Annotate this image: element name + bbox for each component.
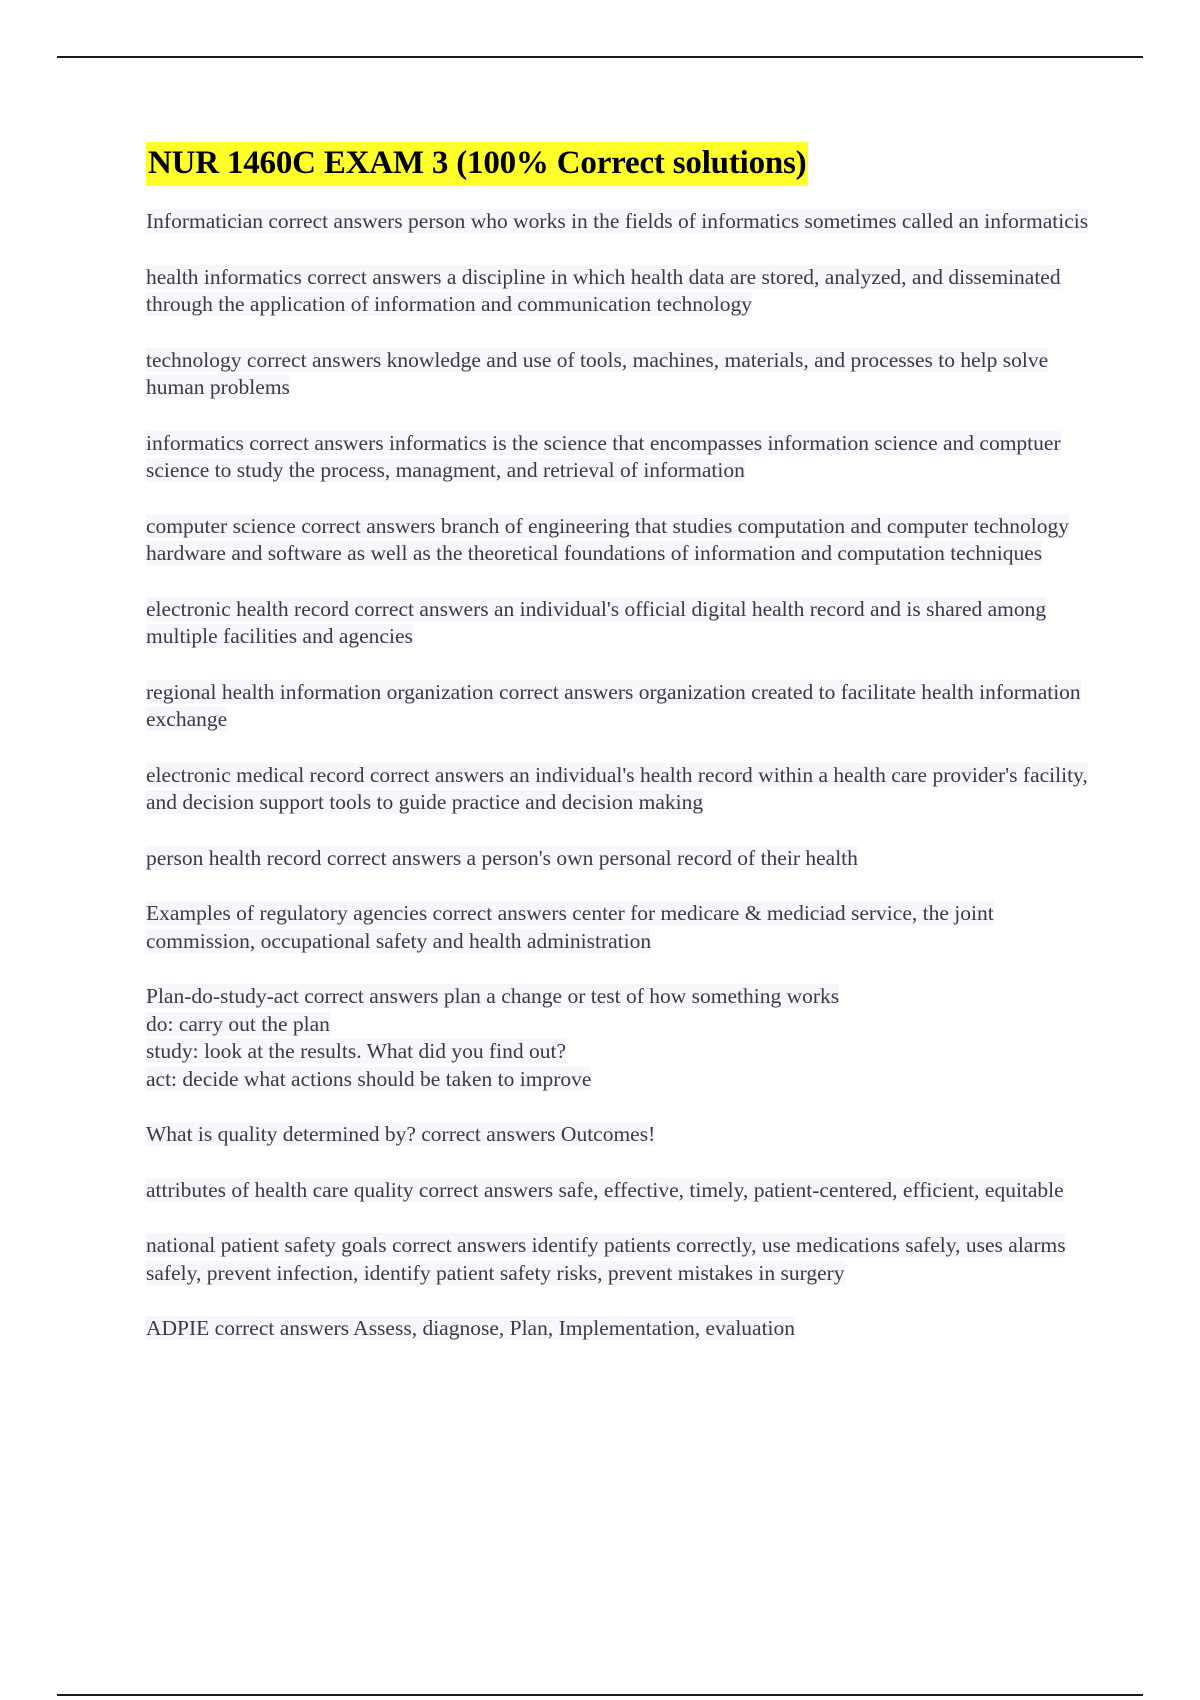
entry-national-patient-safety-goals	[146, 1232, 1096, 1287]
entry-regional-health-information-organization	[146, 679, 1096, 734]
entry-technology	[146, 347, 1096, 402]
entry-computer-science	[146, 513, 1096, 568]
entry-quality-determined-by	[146, 1121, 1096, 1149]
entry-plan-do-study-act	[146, 983, 1096, 1093]
entry-text: informatics correct answers informatics is the science that encompasses information science and comptuer science to study the process, managment, and retrieval of information	[146, 430, 1061, 482]
entry-text: national patient safety goals correct answers identify patients correctly, use medications safely, uses alarms safely, prevent infection, identify patient safety risks, prevent mistakes in surgery	[146, 1233, 1066, 1285]
entry-text: attributes of health care quality correct answers safe, effective, timely, patient-centered, efficient, equitable	[146, 1177, 1064, 1202]
entry-electronic-health-record	[146, 596, 1096, 651]
entry-text: electronic medical record correct answers an individual's health record within a health care provider's facility, and decision support tools to guide practice and decision making	[146, 762, 1088, 814]
entry-informatics	[146, 430, 1096, 485]
entry-regulatory-agencies	[146, 900, 1096, 955]
entry-text: Examples of regulatory agencies correct answers center for medicare & mediciad service, the joint commission, occupational safety and health administration	[146, 901, 994, 953]
entry-adpie	[146, 1315, 1096, 1343]
top-divider	[57, 56, 1143, 58]
entry-person-health-record	[146, 845, 1096, 873]
document-body	[146, 142, 1096, 1371]
entry-text: computer science correct answers branch of engineering that studies computation and computer technology hardware and software as well as the theoretical foundations of information and computation techniques	[146, 513, 1069, 565]
entry-electronic-medical-record	[146, 762, 1096, 817]
entry-health-informatics	[146, 264, 1096, 319]
entry-attributes-of-quality	[146, 1177, 1096, 1205]
entry-text: technology correct answers knowledge and use of tools, machines, materials, and processes to help solve human problems	[146, 347, 1049, 399]
entry-text: Plan-do-study-act correct answers plan a change or test of how something works do: carry out the plan study: look at the results. What did you find out? act: decide what actions should be taken to improve	[146, 984, 840, 1091]
entry-text: electronic health record correct answers an individual's official digital health record and is shared among multiple facilities and agencies	[146, 596, 1047, 648]
entry-informatician	[146, 208, 1096, 236]
entry-text: Informatician correct answers person who works in the fields of informatics sometimes called an informaticis	[146, 209, 1089, 233]
bottom-divider	[57, 1694, 1143, 1696]
entry-text: ADPIE correct answers Assess, diagnose, Plan, Implementation, evaluation	[146, 1316, 796, 1340]
document-title: NUR 1460C EXAM 3 (100% Correct solutions)	[146, 142, 808, 186]
entry-text: regional health information organization correct answers organization created to facilitate health information exchange	[146, 679, 1081, 731]
entry-text: health informatics correct answers a discipline in which health data are stored, analyzed, and disseminated through the application of information and communication technology	[146, 264, 1061, 316]
entry-text: What is quality determined by? correct answers Outcomes!	[146, 1122, 656, 1146]
entry-text: person health record correct answers a person's own personal record of their health	[146, 845, 858, 870]
